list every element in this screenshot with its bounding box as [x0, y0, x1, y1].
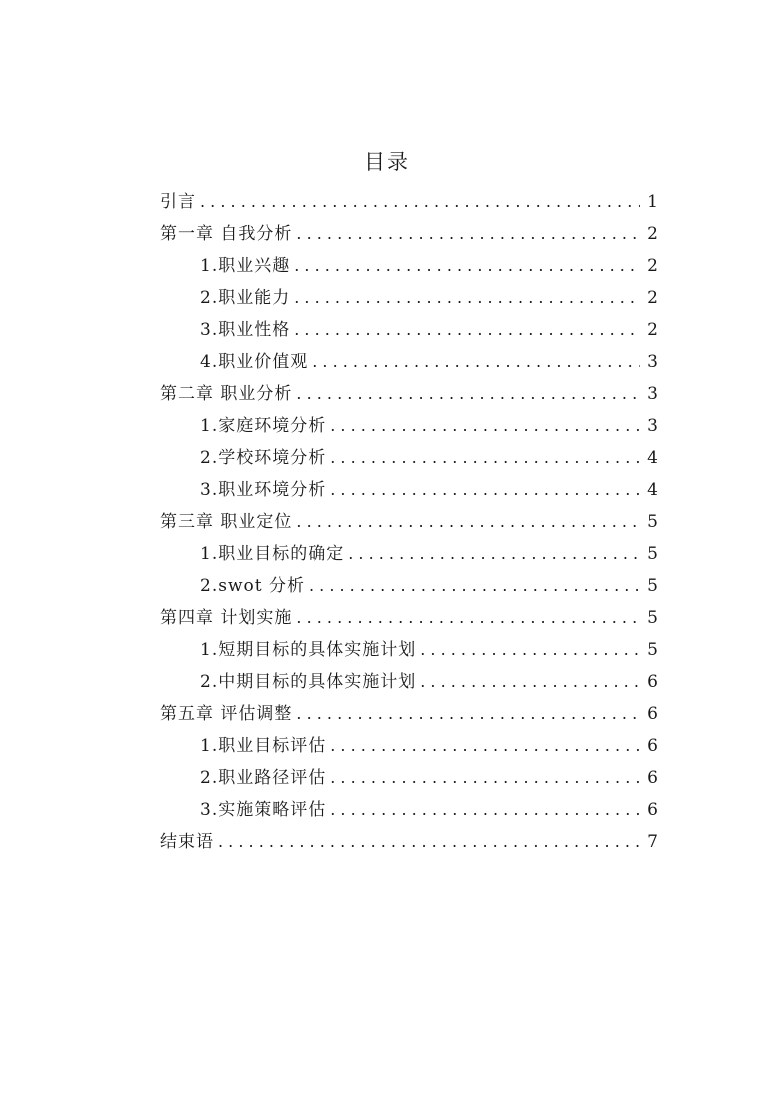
toc-entry-page-number: 7: [647, 832, 658, 852]
toc-entry-label: 2.swot 分析: [200, 576, 305, 596]
toc-dot-leader: [420, 666, 640, 698]
toc-entry[interactable]: [160, 314, 658, 346]
toc-entry-label: 1.短期目标的具体实施计划: [200, 640, 417, 660]
toc-entry-page-number: 5: [647, 640, 658, 660]
toc-entry-label: 2.职业能力: [200, 288, 291, 308]
toc-entry-page-number: 5: [647, 512, 658, 532]
toc-dot-leader: [296, 378, 640, 410]
toc-entry[interactable]: [160, 474, 658, 506]
toc-entry[interactable]: [160, 410, 658, 442]
toc-entry-label: 第一章 自我分析: [160, 224, 293, 244]
toc-entry[interactable]: [160, 346, 658, 378]
toc-entry-label: 结束语: [160, 832, 214, 852]
toc-entry-page-number: 3: [647, 352, 658, 372]
toc-entry-label: 第四章 计划实施: [160, 608, 293, 628]
toc-entry-label: 4.职业价值观: [200, 352, 309, 372]
toc-entry[interactable]: [160, 602, 658, 634]
toc-entry-label: 引言: [160, 192, 196, 212]
toc-entry[interactable]: [160, 186, 658, 218]
toc-entry-page-number: 4: [647, 480, 658, 500]
toc-dot-leader: [330, 410, 640, 442]
toc-entry-page-number: 2: [647, 224, 658, 244]
toc-entry[interactable]: [160, 698, 658, 730]
page-title: 目录: [364, 150, 410, 174]
toc-dot-leader: [296, 218, 640, 250]
toc-dot-leader: [312, 346, 640, 378]
toc-entry[interactable]: [160, 282, 658, 314]
toc-entry-page-number: 5: [647, 576, 658, 596]
toc-entry-page-number: 6: [647, 704, 658, 724]
toc-entry[interactable]: [160, 634, 658, 666]
toc-entry-label: 3.实施策略评估: [200, 800, 327, 820]
toc-entry-label: 第五章 评估调整: [160, 704, 293, 724]
toc-entry[interactable]: [160, 442, 658, 474]
toc-entry[interactable]: [160, 218, 658, 250]
toc-dot-leader: [309, 570, 640, 602]
toc-entry[interactable]: [160, 826, 658, 858]
toc-entry[interactable]: [160, 794, 658, 826]
toc-entry-page-number: 3: [647, 416, 658, 436]
toc-entry[interactable]: [160, 506, 658, 538]
toc-dot-leader: [330, 794, 640, 826]
toc-entry-page-number: 2: [647, 320, 658, 340]
toc-dot-leader: [348, 538, 640, 570]
toc-dot-leader: [330, 762, 640, 794]
toc-entry-page-number: 1: [647, 192, 658, 212]
toc-dot-leader: [296, 698, 640, 730]
toc-entry-label: 第三章 职业定位: [160, 512, 293, 532]
toc-entry[interactable]: [160, 570, 658, 602]
toc-dot-leader: [200, 186, 640, 218]
toc-dot-leader: [420, 634, 640, 666]
toc-entry-label: 2.中期目标的具体实施计划: [200, 672, 417, 692]
toc-dot-leader: [330, 730, 640, 762]
toc-entry-page-number: 2: [647, 288, 658, 308]
toc-entry-label: 3.职业环境分析: [200, 480, 327, 500]
toc-entry[interactable]: [160, 762, 658, 794]
toc-entry-page-number: 6: [647, 736, 658, 756]
toc-dot-leader: [294, 282, 640, 314]
toc-dot-leader: [330, 474, 640, 506]
toc-entry-label: 1.职业目标评估: [200, 736, 327, 756]
toc-entry-label: 1.职业兴趣: [200, 256, 291, 276]
toc-entry-label: 3.职业性格: [200, 320, 291, 340]
toc-dot-leader: [330, 442, 640, 474]
toc-entry-label: 1.职业目标的确定: [200, 544, 345, 564]
toc-entry[interactable]: [160, 666, 658, 698]
toc-dot-leader: [296, 506, 640, 538]
toc-entry[interactable]: [160, 538, 658, 570]
toc-entry-label: 第二章 职业分析: [160, 384, 293, 404]
toc-entry-page-number: 6: [647, 768, 658, 788]
toc-entry-page-number: 5: [647, 608, 658, 628]
toc-entry-page-number: 5: [647, 544, 658, 564]
toc-entry-page-number: 6: [647, 672, 658, 692]
toc-entry-page-number: 2: [647, 256, 658, 276]
toc-entry-page-number: 6: [647, 800, 658, 820]
toc-entry-label: 2.职业路径评估: [200, 768, 327, 788]
toc-entry-label: 1.家庭环境分析: [200, 416, 327, 436]
toc-dot-leader: [294, 250, 640, 282]
toc-entry[interactable]: [160, 250, 658, 282]
toc-entry[interactable]: [160, 730, 658, 762]
toc-entry-label: 2.学校环境分析: [200, 448, 327, 468]
toc-entry[interactable]: [160, 378, 658, 410]
toc-dot-leader: [294, 314, 640, 346]
toc-entry-page-number: 4: [647, 448, 658, 468]
toc-dot-leader: [296, 602, 640, 634]
table-of-contents: [160, 186, 658, 858]
toc-dot-leader: [218, 826, 640, 858]
toc-entry-page-number: 3: [647, 384, 658, 404]
